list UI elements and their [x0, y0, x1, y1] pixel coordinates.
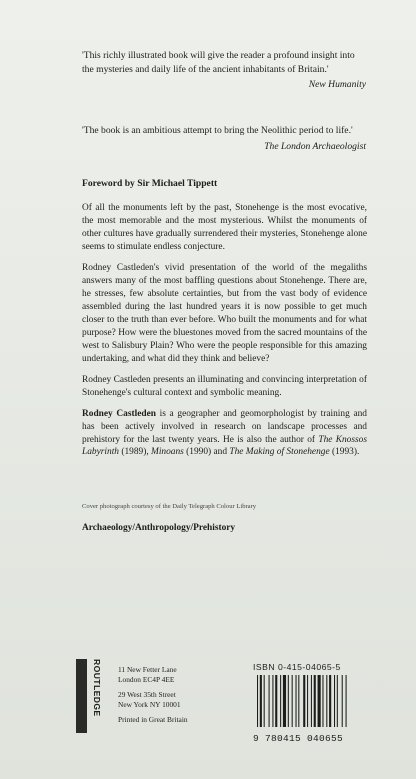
ean-number: 9 780415 040655 — [253, 733, 344, 744]
address-line: 29 West 35th Street — [118, 689, 176, 699]
paragraph-3: Rodney Castleden presents an illuminating and convincing interpretation of Stonehenge's cultural context and symbolic meaning. — [82, 374, 367, 398]
photo-credit: Cover photograph courtesy of the Daily Telegraph Colour Library — [82, 503, 257, 510]
quote-text: 'The book is an ambitious attempt to bring the Neolithic period to life.' — [82, 125, 353, 136]
quote-source: New Humanity — [308, 79, 366, 91]
bio-text: is a geographer and geomorphologist by training and has been actively involved in research on landscape processes and prehistory for the last twenty years. He is also the author of — [82, 408, 367, 445]
barcode-block — [253, 662, 381, 744]
logo-mark — [76, 659, 87, 733]
bio-text: (1993). — [329, 447, 360, 458]
author-bio — [82, 408, 367, 460]
printed-in: Printed in Great Britain — [118, 714, 188, 724]
paragraph-2: Rodney Castleden's vivid presentation of the world of the megaliths answers many of the most baffling questions about Stonehenge. There are, he stresses, few absolute certainties, but from the vast body of evidence assembled during the last hundred years it is now possible to get much closer to the truth than ever before. Who built the monuments and for what purpose? How were the bluestones moved from the sacred mountains of the west to Salisbury Plain? Who were the people responsible for this amazing undertaking, and what did they think and believe? — [82, 262, 367, 364]
paragraph-1: Of all the monuments left by the past, Stonehenge is the most evocative, the most memorable and the most mysterious. Whilst the monuments of other cultures have gradually surrendered their mysteries, Stonehenge alone seems to stimulate endless conjecture. — [82, 203, 367, 252]
address-line: London EC4P 4EE — [118, 674, 175, 684]
publisher-address — [118, 665, 188, 725]
book-title: The Making of Stonehenge — [229, 447, 330, 458]
address-line: 11 New Fetter Lane — [118, 665, 177, 674]
bio-text: (1990) and — [183, 447, 230, 458]
review-quote-2 — [82, 124, 366, 153]
description — [82, 202, 367, 467]
isbn-label: ISBN 0-415-04065-5 — [253, 662, 341, 672]
review-quote-1 — [82, 49, 366, 92]
book-title: The Knossos Labyrinth — [82, 434, 367, 458]
quote-source: The London Archaeologist — [264, 140, 366, 152]
foreword-credit: Foreword by Sir Michael Tippett — [82, 178, 218, 189]
author-name: Rodney Castleden — [82, 408, 156, 419]
logo-wordmark: ROUTLEDGE — [92, 659, 102, 717]
subject-category: Archaeology/Anthropology/Prehistory — [82, 523, 236, 533]
bio-text: (1989), — [118, 447, 152, 458]
barcode — [257, 675, 379, 727]
routledge-logo — [76, 659, 104, 733]
book-title: Minoans — [151, 447, 184, 458]
address-line: New York NY 10001 — [118, 699, 181, 709]
quote-text: 'This richly illustrated book will give the reader a profound insight into the mysteries and daily life of the ancient inhabitants of Britain.' — [82, 50, 355, 75]
